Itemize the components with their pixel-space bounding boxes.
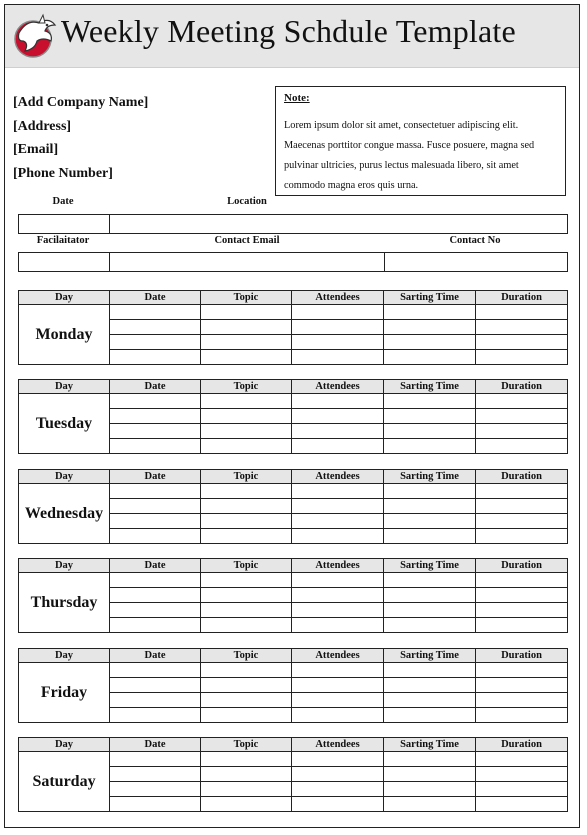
day-table-tuesday [18,379,568,454]
column-header: Attendees [292,559,384,573]
schedule-cell[interactable] [110,573,201,588]
day-table-friday [18,648,568,723]
schedule-cell[interactable] [384,409,476,424]
schedule-cell[interactable] [384,424,476,439]
schedule-cell[interactable] [384,394,476,409]
schedule-cell[interactable] [384,588,476,603]
schedule-cell[interactable] [201,320,292,335]
column-header: Date [110,291,201,305]
column-header: Topic [201,738,292,752]
schedule-cell[interactable] [110,752,201,767]
schedule-cell[interactable] [201,305,292,320]
schedule-cell[interactable] [476,752,568,767]
schedule-cell[interactable] [110,782,201,797]
column-header: Attendees [292,649,384,663]
column-header: Topic [201,470,292,484]
schedule-cell[interactable] [201,603,292,618]
page-title: Weekly Meeting Schdule Template [61,13,516,49]
schedule-cell[interactable] [476,797,568,812]
column-header: Sarting Time [384,559,476,573]
schedule-cell[interactable] [384,618,476,633]
column-header: Date [110,470,201,484]
column-header: Attendees [292,380,384,394]
day-name: Thursday [19,573,110,633]
schedule-cell[interactable] [476,320,568,335]
schedule-cell[interactable] [476,335,568,350]
note-body: Lorem ipsum dolor sit amet, consectetuer adipiscing elit. Maecenas porttitor congue massa. Fusce posuere, magna sed pulvinar ultricies, purus lectus malesuada libero, sit amet commodo magna eros quis urna. [284,120,535,191]
schedule-cell[interactable] [110,797,201,812]
column-header: Duration [476,470,568,484]
schedule-cell[interactable] [292,588,384,603]
schedule-cell[interactable] [476,618,568,633]
company-phone: [Phone Number] [13,165,113,181]
schedule-cell[interactable] [292,394,384,409]
table-header-row [19,649,568,663]
table-header-row [19,738,568,752]
schedule-cell[interactable] [292,767,384,782]
contact-no-label: Contact No [449,235,501,246]
column-header: Day [19,380,110,394]
schedule-cell[interactable] [384,305,476,320]
schedule-cell[interactable] [292,663,384,678]
schedule-cell[interactable] [201,409,292,424]
schedule-cell[interactable] [292,529,384,544]
schedule-cell[interactable] [384,350,476,365]
schedule-cell[interactable] [110,678,201,693]
column-header: Duration [476,738,568,752]
schedule-cell[interactable] [201,797,292,812]
date-label: Date [52,196,74,207]
column-header: Sarting Time [384,738,476,752]
column-header: Topic [201,559,292,573]
schedule-cell[interactable] [384,797,476,812]
column-header: Day [19,470,110,484]
schedule-cell[interactable] [476,409,568,424]
field-divider [109,215,110,233]
day-name: Monday [19,305,110,365]
schedule-cell[interactable] [476,708,568,723]
schedule-cell[interactable] [292,409,384,424]
company-address: [Address] [13,118,72,134]
schedule-cell[interactable] [292,618,384,633]
schedule-cell[interactable] [384,708,476,723]
column-header: Duration [476,559,568,573]
location-label: Location [227,196,267,207]
company-email: [Email] [13,142,59,157]
table-row [19,573,568,588]
schedule-cell[interactable] [476,693,568,708]
table-row [19,752,568,767]
schedule-cell[interactable] [476,484,568,499]
schedule-cell[interactable] [201,588,292,603]
schedule-cell[interactable] [292,350,384,365]
schedule-cell[interactable] [110,693,201,708]
schedule-cell[interactable] [201,439,292,454]
company-block [13,91,148,185]
schedule-cell[interactable] [110,708,201,723]
schedule-cell[interactable] [384,663,476,678]
schedule-cell[interactable] [384,603,476,618]
schedule-cell[interactable] [110,409,201,424]
schedule-cell[interactable] [384,782,476,797]
schedule-cell[interactable] [476,678,568,693]
column-header: Date [110,649,201,663]
schedule-cell[interactable] [384,529,476,544]
title-bar [5,5,579,68]
date-location-row[interactable] [18,214,568,234]
schedule-cell[interactable] [201,708,292,723]
schedule-cell[interactable] [476,767,568,782]
column-header: Date [110,559,201,573]
column-header: Duration [476,649,568,663]
schedule-cell[interactable] [476,424,568,439]
day-name: Friday [19,663,110,723]
column-header: Attendees [292,738,384,752]
schedule-cell[interactable] [110,663,201,678]
column-header: Duration [476,380,568,394]
column-header: Topic [201,649,292,663]
schedule-cell[interactable] [201,693,292,708]
table-header-row [19,380,568,394]
schedule-cell[interactable] [292,320,384,335]
field-divider [109,253,110,271]
schedule-cell[interactable] [201,529,292,544]
day-table-monday [18,290,568,365]
schedule-cell[interactable] [201,424,292,439]
dragon-logo-icon [9,11,61,63]
day-name: Tuesday [19,394,110,454]
schedule-cell[interactable] [201,573,292,588]
schedule-cell[interactable] [110,424,201,439]
company-name: [Add Company Name] [13,95,149,110]
schedule-cell[interactable] [292,305,384,320]
schedule-cell[interactable] [110,529,201,544]
schedule-cell[interactable] [201,484,292,499]
table-row [19,394,568,409]
schedule-cell[interactable] [292,797,384,812]
table-row [19,663,568,678]
schedule-cell[interactable] [201,752,292,767]
schedule-cell[interactable] [292,603,384,618]
day-table-thursday [18,558,568,633]
column-header: Date [110,380,201,394]
schedule-cell[interactable] [110,588,201,603]
schedule-cell[interactable] [476,782,568,797]
note-title: Note: [284,92,310,104]
schedule-cell[interactable] [384,752,476,767]
note-box [275,86,566,196]
schedule-cell[interactable] [384,693,476,708]
schedule-cell[interactable] [201,394,292,409]
schedule-cell[interactable] [292,752,384,767]
page-frame [4,4,580,828]
schedule-cell[interactable] [384,499,476,514]
schedule-cell[interactable] [292,708,384,723]
facilitator-label: Facilaitator [36,235,90,246]
schedule-cell[interactable] [292,573,384,588]
column-header: Attendees [292,291,384,305]
schedule-cell[interactable] [110,439,201,454]
schedule-cell[interactable] [476,499,568,514]
schedule-cell[interactable] [292,782,384,797]
schedule-cell[interactable] [110,350,201,365]
schedule-cell[interactable] [292,678,384,693]
table-header-row [19,291,568,305]
schedule-cell[interactable] [110,320,201,335]
day-table-saturday [18,737,568,812]
schedule-cell[interactable] [476,394,568,409]
schedule-cell[interactable] [384,439,476,454]
schedule-cell[interactable] [201,350,292,365]
column-header: Day [19,559,110,573]
schedule-cell[interactable] [201,335,292,350]
facilitator-contact-row[interactable] [18,252,568,272]
schedule-cell[interactable] [476,573,568,588]
schedule-cell[interactable] [384,573,476,588]
schedule-cell[interactable] [110,603,201,618]
table-row [19,484,568,499]
schedule-cell[interactable] [110,394,201,409]
schedule-cell[interactable] [476,588,568,603]
table-row [19,305,568,320]
schedule-cell[interactable] [110,305,201,320]
schedule-cell[interactable] [201,499,292,514]
schedule-cell[interactable] [201,678,292,693]
column-header: Day [19,738,110,752]
schedule-cell[interactable] [384,484,476,499]
schedule-cell[interactable] [384,320,476,335]
schedule-cell[interactable] [476,305,568,320]
schedule-cell[interactable] [110,335,201,350]
column-header: Duration [476,291,568,305]
contact-email-label: Contact Email [214,235,280,246]
schedule-cell[interactable] [476,439,568,454]
day-table-wednesday [18,469,568,544]
column-header: Sarting Time [384,470,476,484]
schedule-cell[interactable] [384,678,476,693]
column-header: Date [110,738,201,752]
schedule-cell[interactable] [201,663,292,678]
day-name: Saturday [19,752,110,812]
schedule-cell[interactable] [110,484,201,499]
schedule-cell[interactable] [201,767,292,782]
schedule-cell[interactable] [110,514,201,529]
schedule-cell[interactable] [476,514,568,529]
schedule-cell[interactable] [476,529,568,544]
schedule-cell[interactable] [292,424,384,439]
schedule-cell[interactable] [201,514,292,529]
schedule-cell[interactable] [476,603,568,618]
table-header-row [19,470,568,484]
schedule-cell[interactable] [110,618,201,633]
schedule-cell[interactable] [476,663,568,678]
schedule-cell[interactable] [201,618,292,633]
table-header-row [19,559,568,573]
column-header: Day [19,291,110,305]
schedule-cell[interactable] [201,782,292,797]
schedule-cell[interactable] [110,767,201,782]
schedule-cell[interactable] [292,693,384,708]
column-header: Topic [201,291,292,305]
column-header: Attendees [292,470,384,484]
column-header: Sarting Time [384,380,476,394]
day-name: Wednesday [19,484,110,544]
column-header: Topic [201,380,292,394]
schedule-cell[interactable] [292,484,384,499]
schedule-cell[interactable] [384,335,476,350]
schedule-cell[interactable] [292,439,384,454]
schedule-cell[interactable] [292,335,384,350]
column-header: Day [19,649,110,663]
field-divider [384,253,385,271]
schedule-cell[interactable] [476,350,568,365]
column-header: Sarting Time [384,649,476,663]
schedule-cell[interactable] [384,514,476,529]
schedule-cell[interactable] [292,499,384,514]
schedule-cell[interactable] [292,514,384,529]
schedule-cell[interactable] [384,767,476,782]
column-header: Sarting Time [384,291,476,305]
schedule-cell[interactable] [110,499,201,514]
